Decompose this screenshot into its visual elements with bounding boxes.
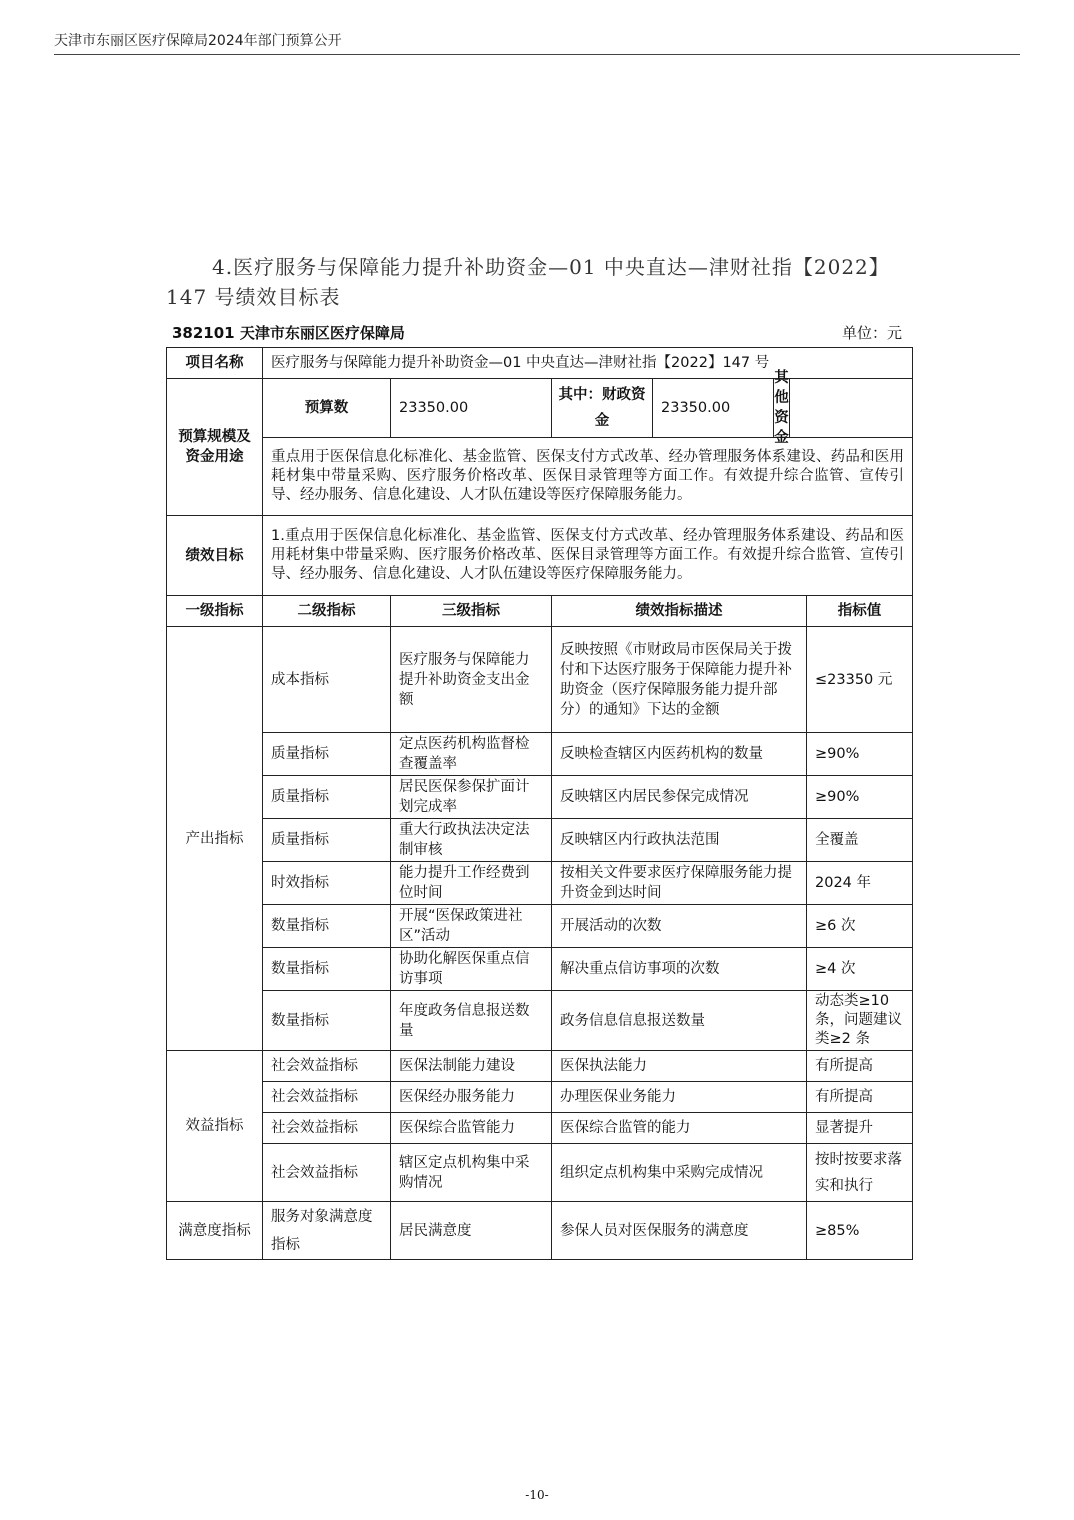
page-header: 天津市东丽区医疗保障局2024年部门预算公开 [54,33,342,49]
header-level2: 二级指标 [263,596,391,627]
page-number: -10- [525,1488,549,1502]
value-cell: 动态类≥10 条，问题建议类≥2 条 [807,991,913,1051]
fiscal-funds-label: 其中：财政资金 [552,379,653,437]
performance-goal-label: 绩效目标 [167,516,263,596]
header-divider [54,54,1020,55]
value-cell: 显著提升 [807,1113,913,1144]
header-description: 绩效指标描述 [552,596,807,627]
level3-cell: 开展“医保政策进社区”活动 [391,905,552,948]
level3-cell: 定点医药机构监督检查覆盖率 [391,733,552,776]
funds-usage-text: 重点用于医保信息化标准化、基金监管、医保支付方式改革、经办管理服务体系建设、药品和医用耗材集中带量采购、医疗服务价格改革、医保目录管理等方面工作。有效提升综合监管、宣传引导、经办服务、信息化建设、人才队伍建设等医疗保障服务能力。 [263,438,913,516]
level2-cell: 时效指标 [263,862,391,905]
budget-amount-value: 23350.00 [391,379,552,438]
other-funds-value [790,379,912,437]
description-cell: 反映辖区内行政执法范围 [552,819,807,862]
budget-usage-label: 预算规模及资金用途 [167,379,263,516]
level3-cell: 医保法制能力建设 [391,1051,552,1082]
value-cell: ≥90% [807,733,913,776]
fiscal-funds-value: 23350.00 [653,379,774,437]
level2-cell: 社会效益指标 [263,1144,391,1202]
description-cell: 医保综合监管的能力 [552,1113,807,1144]
level3-cell: 重大行政执法决定法制审核 [391,819,552,862]
description-cell: 参保人员对医保服务的满意度 [552,1202,807,1260]
header-level3: 三级指标 [391,596,552,627]
level2-cell: 社会效益指标 [263,1082,391,1113]
description-cell: 按相关文件要求医疗保障服务能力提升资金到达时间 [552,862,807,905]
description-cell: 反映辖区内居民参保完成情况 [552,776,807,819]
level2-cell: 服务对象满意度指标 [263,1202,391,1260]
value-cell: 全覆盖 [807,819,913,862]
performance-goal-text: 1.重点用于医保信息化标准化、基金监管、医保支付方式改革、经办管理服务体系建设、药品和医用耗材集中带量采购、医疗服务价格改革、医保目录管理等方面工作。有效提升综合监管、宣传引导、经办服务、信息化建设、人才队伍建设等医疗保障服务能力。 [263,516,913,596]
value-cell: ≥4 次 [807,948,913,991]
level3-cell: 医疗服务与保障能力提升补助资金支出金额 [391,627,552,733]
fiscal-other-funds-row [552,370,912,446]
level3-cell: 医保经办服务能力 [391,1082,552,1113]
value-cell: 有所提高 [807,1082,913,1113]
level1-satisfaction: 满意度指标 [167,1202,263,1260]
description-cell: 开展活动的次数 [552,905,807,948]
level2-cell: 社会效益指标 [263,1051,391,1082]
level2-cell: 数量指标 [263,905,391,948]
project-name-value: 医疗服务与保障能力提升补助资金—01 中央直达—津财社指【2022】147 号 [263,348,913,379]
description-cell: 解决重点信访事项的次数 [552,948,807,991]
level3-cell: 能力提升工作经费到位时间 [391,862,552,905]
level2-cell: 数量指标 [263,991,391,1051]
level3-cell: 医保综合监管能力 [391,1113,552,1144]
value-cell: ≥90% [807,776,913,819]
description-cell: 政务信息信息报送数量 [552,991,807,1051]
budget-amount-label: 预算数 [263,379,391,438]
performance-target-table [166,347,913,1260]
description-cell: 办理医保业务能力 [552,1082,807,1113]
project-name-label: 项目名称 [167,348,263,379]
level1-output: 产出指标 [167,627,263,1051]
level2-cell: 质量指标 [263,733,391,776]
level3-cell: 居民医保参保扩面计划完成率 [391,776,552,819]
level1-benefit: 效益指标 [167,1051,263,1202]
description-cell: 组织定点机构集中采购完成情况 [552,1144,807,1202]
organization-code-name: 382101 天津市东丽区医疗保障局 [172,324,405,342]
description-cell: 反映检查辖区内医药机构的数量 [552,733,807,776]
value-cell: ≥85% [807,1202,913,1260]
value-cell: 有所提高 [807,1051,913,1082]
level3-cell: 年度政务信息报送数量 [391,991,552,1051]
level3-cell: 协助化解医保重点信访事项 [391,948,552,991]
level2-cell: 质量指标 [263,776,391,819]
level2-cell: 数量指标 [263,948,391,991]
value-cell: ≤23350 元 [807,627,913,733]
header-level1: 一级指标 [167,596,263,627]
value-cell: ≥6 次 [807,905,913,948]
level3-cell: 辖区定点机构集中采购情况 [391,1144,552,1202]
value-cell: 2024 年 [807,862,913,905]
level2-cell: 质量指标 [263,819,391,862]
description-cell: 医保执法能力 [552,1051,807,1082]
document-title: 4.医疗服务与保障能力提升补助资金—01 中央直达—津财社指【2022】147 号绩效目标表 [166,255,890,309]
value-cell: 按时按要求落实和执行 [807,1144,913,1202]
level2-cell: 成本指标 [263,627,391,733]
description-cell: 反映按照《市财政局市医保局关于拨付和下达医疗服务于保障能力提升补助资金（医疗保障服务能力提升部分）的通知》下达的金额 [552,627,807,733]
header-value: 指标值 [807,596,913,627]
other-funds-label: 其他资金 [774,370,789,446]
currency-unit: 单位：元 [841,324,902,342]
level3-cell: 居民满意度 [391,1202,552,1260]
level2-cell: 社会效益指标 [263,1113,391,1144]
